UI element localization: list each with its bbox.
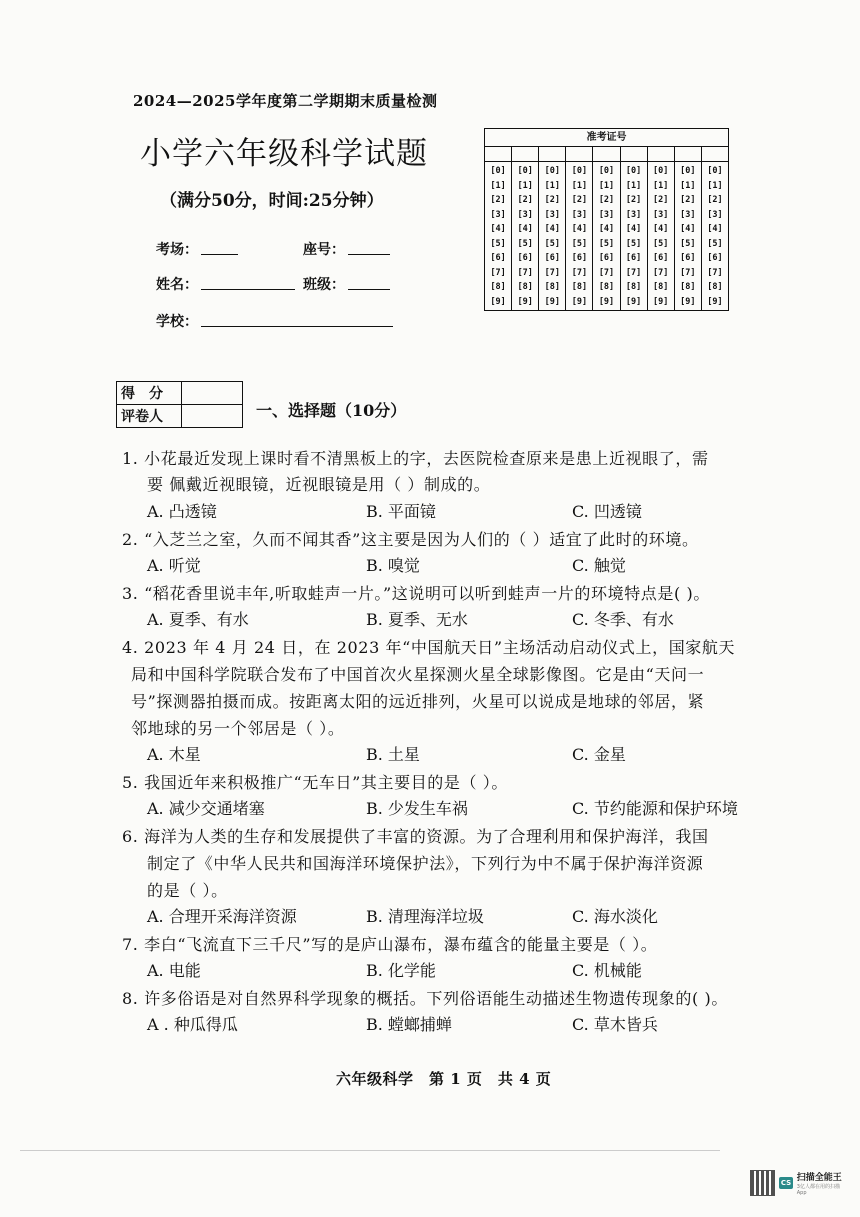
question-6-option-c[interactable]: C. 海水淡化: [572, 907, 658, 926]
digit-box[interactable]: [648, 147, 675, 161]
question-4-line-4: 邻地球的另一个邻居是（ ）。: [131, 719, 345, 738]
digit-bubble[interactable]: [2]: [653, 195, 669, 205]
question-6-option-b[interactable]: B. 清理海洋垃圾: [366, 907, 484, 926]
question-6-option-a[interactable]: A. 合理开采海洋资源: [147, 907, 297, 926]
question-3-option-b[interactable]: B. 夏季、无水: [366, 610, 468, 629]
exam-term: 2024—2025学年度第二学期期末质量检测: [133, 92, 438, 110]
question-4-line-1: 4. 2023 年 4 月 24 日，在 2023 年“中国航天日”主场活动启动仪式上，国家航天: [122, 638, 736, 657]
question-8-line-1: 8. 许多俗语是对自然界科学现象的概括。下列俗语能生动描述生物遗传现象的( )。: [122, 989, 728, 1008]
qr-code-icon: [750, 1170, 775, 1196]
digit-column: [702, 162, 728, 310]
digit-bubble[interactable]: [3]: [598, 209, 615, 220]
question-8-option-a[interactable]: A . 种瓜得瓜: [147, 1015, 238, 1034]
seat-label: 座号：: [303, 242, 345, 258]
digit-bubble[interactable]: [6]: [707, 253, 723, 263]
digit-bubble[interactable]: [7]: [490, 267, 506, 278]
digit-box[interactable]: [593, 147, 620, 161]
digit-bubble[interactable]: [5]: [653, 238, 669, 249]
digit-bubble[interactable]: [4]: [598, 224, 615, 234]
watermark-sub: 3亿人都在用的扫描App: [796, 1184, 840, 1196]
digit-column: [648, 162, 675, 310]
digit-bubble[interactable]: [6]: [653, 253, 669, 263]
digit-column: [566, 162, 593, 310]
digit-bubble[interactable]: [0]: [653, 166, 669, 176]
digit-bubble[interactable]: [9]: [653, 296, 669, 307]
question-4-option-c[interactable]: C. 金星: [572, 745, 626, 764]
digit-bubble[interactable]: [0]: [625, 166, 642, 176]
digit-bubble[interactable]: [6]: [517, 253, 533, 263]
digit-bubble[interactable]: [4]: [653, 224, 669, 234]
digit-bubble[interactable]: [2]: [571, 195, 588, 205]
question-7-option-b[interactable]: B. 化学能: [366, 961, 436, 980]
digit-bubble[interactable]: [1]: [680, 180, 696, 191]
digit-bubble[interactable]: [8]: [598, 282, 615, 292]
exam-subtitle: （满分50分，时间:25分钟）: [160, 191, 384, 211]
scan-edge-line: [20, 1150, 720, 1151]
digit-bubble[interactable]: [5]: [490, 238, 506, 249]
question-1-line-1: 1. 小花最近发现上课时看不清黑板上的字，去医院检查原来是患上近视眼了，需: [122, 449, 709, 468]
digit-bubble[interactable]: [5]: [517, 238, 533, 249]
digit-bubble[interactable]: [8]: [544, 282, 560, 292]
digit-bubble[interactable]: [1]: [571, 180, 588, 191]
digit-bubble[interactable]: [0]: [680, 166, 696, 176]
digit-bubble[interactable]: [8]: [653, 282, 669, 292]
digit-bubble[interactable]: [3]: [571, 209, 588, 220]
digit-bubble[interactable]: [4]: [625, 224, 642, 234]
digit-box[interactable]: [702, 147, 728, 161]
digit-bubble[interactable]: [4]: [517, 224, 533, 234]
name-line[interactable]: [201, 289, 295, 290]
digit-bubble[interactable]: [9]: [517, 296, 533, 307]
digit-bubble[interactable]: [2]: [707, 195, 723, 205]
digit-bubble[interactable]: [5]: [680, 238, 696, 249]
digit-bubble[interactable]: [6]: [625, 253, 642, 263]
digit-bubble[interactable]: [4]: [544, 224, 560, 234]
digit-box[interactable]: [621, 147, 648, 161]
class-label: 班级：: [303, 277, 345, 293]
digit-bubble[interactable]: [7]: [707, 267, 723, 278]
digit-bubble[interactable]: [6]: [680, 253, 696, 263]
digit-bubble[interactable]: [4]: [571, 224, 588, 234]
question-3-line-1: 3. “稻花香里说丰年,听取蛙声一片。”这说明可以听到蛙声一片的环境特点是( )。: [122, 584, 710, 603]
digit-bubble[interactable]: [7]: [680, 267, 696, 278]
digit-bubble[interactable]: [9]: [680, 296, 696, 307]
digit-bubble[interactable]: [5]: [598, 238, 615, 249]
digit-bubble[interactable]: [6]: [598, 253, 615, 263]
digit-bubble[interactable]: [1]: [544, 180, 560, 191]
question-2-option-a[interactable]: A. 听觉: [147, 556, 201, 575]
digit-bubble[interactable]: [9]: [625, 296, 642, 307]
digit-bubble[interactable]: [9]: [707, 296, 723, 307]
question-1-option-a[interactable]: A. 凸透镜: [147, 502, 217, 521]
admission-number-grid: [484, 128, 729, 311]
digit-bubble[interactable]: [7]: [517, 267, 533, 278]
digit-bubble[interactable]: [3]: [490, 209, 506, 220]
digit-bubble[interactable]: [5]: [571, 238, 588, 249]
question-7-line-1: 7. 李白“飞流直下三千尺”写的是庐山瀑布，瀑布蕴含的能量主要是（ ）。: [122, 935, 658, 954]
class-line[interactable]: [348, 289, 390, 290]
exam-title: 小学六年级科学试题: [140, 136, 428, 172]
digit-bubble[interactable]: [4]: [490, 224, 506, 234]
digit-bubble[interactable]: [6]: [544, 253, 560, 263]
question-2-option-b[interactable]: B. 嗅觉: [366, 556, 420, 575]
question-1-option-b[interactable]: B. 平面镜: [366, 502, 436, 521]
digit-bubble[interactable]: [8]: [680, 282, 696, 292]
digit-box[interactable]: [539, 147, 566, 161]
digit-bubble[interactable]: [3]: [653, 209, 669, 220]
question-3-option-c[interactable]: C. 冬季、有水: [572, 610, 674, 629]
digit-bubble[interactable]: [8]: [517, 282, 533, 292]
digit-bubble[interactable]: [2]: [625, 195, 642, 205]
digit-bubble[interactable]: [3]: [517, 209, 533, 220]
seat-line[interactable]: [348, 254, 390, 255]
digit-bubble[interactable]: [1]: [707, 180, 723, 191]
grader-cell[interactable]: [182, 405, 243, 428]
page-footer: 六年级科学 第 1 页 共 4 页: [336, 1070, 552, 1088]
digit-bubble[interactable]: [5]: [625, 238, 642, 249]
score-cell[interactable]: [182, 382, 243, 405]
scanner-watermark: [750, 1166, 848, 1200]
school-line[interactable]: [201, 326, 393, 327]
digit-bubble[interactable]: [1]: [598, 180, 615, 191]
digit-bubble[interactable]: [7]: [544, 267, 560, 278]
digit-bubble[interactable]: [8]: [707, 282, 723, 292]
question-1-line-2: 要 佩戴近视眼镜，近视眼镜是用（ ）制成的。: [147, 475, 491, 494]
digit-bubble[interactable]: [4]: [707, 224, 723, 234]
digit-bubble[interactable]: [7]: [598, 267, 615, 278]
digit-box[interactable]: [566, 147, 593, 161]
digit-bubble[interactable]: [7]: [653, 267, 669, 278]
question-7-option-c[interactable]: C. 机械能: [572, 961, 642, 980]
question-1-option-c[interactable]: C. 凹透镜: [572, 502, 642, 521]
digit-bubble[interactable]: [0]: [598, 166, 615, 176]
digit-column: [675, 162, 702, 310]
digit-column: [621, 162, 648, 310]
question-4-line-2: 局和中国科学院联合发布了中国首次火星探测火星全球影像图。它是由“天问一: [131, 665, 705, 684]
question-8-option-b[interactable]: B. 螳螂捕蝉: [366, 1015, 452, 1034]
digit-bubble[interactable]: [3]: [707, 209, 723, 220]
digit-bubble[interactable]: [1]: [653, 180, 669, 191]
question-4-option-a[interactable]: A. 木星: [147, 745, 201, 764]
digit-bubble[interactable]: [5]: [544, 238, 560, 249]
school-label: 学校：: [156, 314, 198, 330]
question-6-line-1: 6. 海洋为人类的生存和发展提供了丰富的资源。为了合理利用和保护海洋，我国: [122, 827, 709, 846]
digit-bubble[interactable]: [6]: [490, 253, 506, 263]
digit-bubble[interactable]: [2]: [544, 195, 560, 205]
name-label: 姓名：: [156, 277, 198, 293]
digit-bubble[interactable]: [4]: [680, 224, 696, 234]
question-8-option-c[interactable]: C. 草木皆兵: [572, 1015, 658, 1034]
digit-bubble[interactable]: [6]: [571, 253, 588, 263]
digit-column: [539, 162, 566, 310]
question-6-line-3: 的是（ ）。: [147, 881, 228, 900]
question-5-option-c[interactable]: C. 节约能源和保护环境: [572, 799, 738, 818]
digit-bubble[interactable]: [2]: [680, 195, 696, 205]
digit-bubble[interactable]: [8]: [490, 282, 506, 292]
score-box: [116, 381, 243, 428]
question-7-option-a[interactable]: A. 电能: [147, 961, 201, 980]
camscanner-logo-icon: CS: [780, 1179, 792, 1187]
exam-room-line[interactable]: [201, 254, 238, 255]
digit-bubble[interactable]: [0]: [490, 166, 506, 176]
digit-bubble[interactable]: [5]: [707, 238, 723, 249]
question-4-option-b[interactable]: B. 土星: [366, 745, 420, 764]
digit-bubble[interactable]: [3]: [544, 209, 560, 220]
question-2-line-1: 2. “入芝兰之室，久而不闻其香”这主要是因为人们的（ ）适宜了此时的环境。: [122, 530, 699, 549]
digit-bubble[interactable]: [2]: [490, 195, 506, 205]
digit-bubble[interactable]: [1]: [625, 180, 642, 191]
digit-bubble[interactable]: [0]: [571, 166, 588, 176]
digit-bubble[interactable]: [7]: [625, 267, 642, 278]
digit-bubble[interactable]: [0]: [517, 166, 533, 176]
digit-bubble[interactable]: [2]: [517, 195, 533, 205]
exam-room-label: 考场：: [156, 242, 198, 258]
digit-columns: [485, 162, 728, 310]
digit-bubble[interactable]: [3]: [680, 209, 696, 220]
digit-bubble[interactable]: [9]: [571, 296, 588, 307]
grader-label: 评卷人: [117, 405, 182, 428]
digit-box[interactable]: [675, 147, 702, 161]
digit-bubble[interactable]: [3]: [625, 209, 642, 220]
question-5-line-1: 5. 我国近年来积极推广“无车日”其主要目的是（ ）。: [122, 773, 508, 792]
question-5-option-b[interactable]: B. 少发生车祸: [366, 799, 468, 818]
admission-number-title: 准考证号: [485, 129, 728, 147]
question-3-option-a[interactable]: A. 夏季、有水: [147, 610, 249, 629]
digit-column: [485, 162, 512, 310]
digit-bubble[interactable]: [1]: [490, 180, 506, 191]
digit-bubble[interactable]: [7]: [571, 267, 588, 278]
digit-bubble[interactable]: [2]: [598, 195, 615, 205]
question-6-line-2: 制定了《中华人民共和国海洋环境保护法》，下列行为中不属于保护海洋资源: [147, 854, 704, 873]
digit-bubble[interactable]: [0]: [544, 166, 560, 176]
digit-box[interactable]: [512, 147, 539, 161]
question-2-option-c[interactable]: C. 触觉: [572, 556, 626, 575]
digit-column: [512, 162, 539, 310]
digit-box[interactable]: [485, 147, 512, 161]
section-title: 一、选择题（10分）: [256, 401, 407, 420]
score-label: 得 分: [117, 382, 182, 405]
question-5-option-a[interactable]: A. 减少交通堵塞: [147, 799, 265, 818]
digit-column: [593, 162, 620, 310]
digit-bubble[interactable]: [9]: [544, 296, 560, 307]
digit-bubble[interactable]: [8]: [625, 282, 642, 292]
digit-bubble[interactable]: [0]: [707, 166, 723, 176]
digit-bubble[interactable]: [9]: [490, 296, 506, 307]
watermark-name: 扫描全能王: [796, 1173, 842, 1183]
digit-bubble[interactable]: [1]: [517, 180, 533, 191]
digit-bubble[interactable]: [9]: [598, 296, 615, 307]
admission-number-boxes: [485, 147, 728, 162]
digit-bubble[interactable]: [8]: [571, 282, 588, 292]
question-4-line-3: 号”探测器拍摄而成。按距离太阳的远近排列，火星可以说成是地球的邻居，紧: [131, 692, 705, 711]
